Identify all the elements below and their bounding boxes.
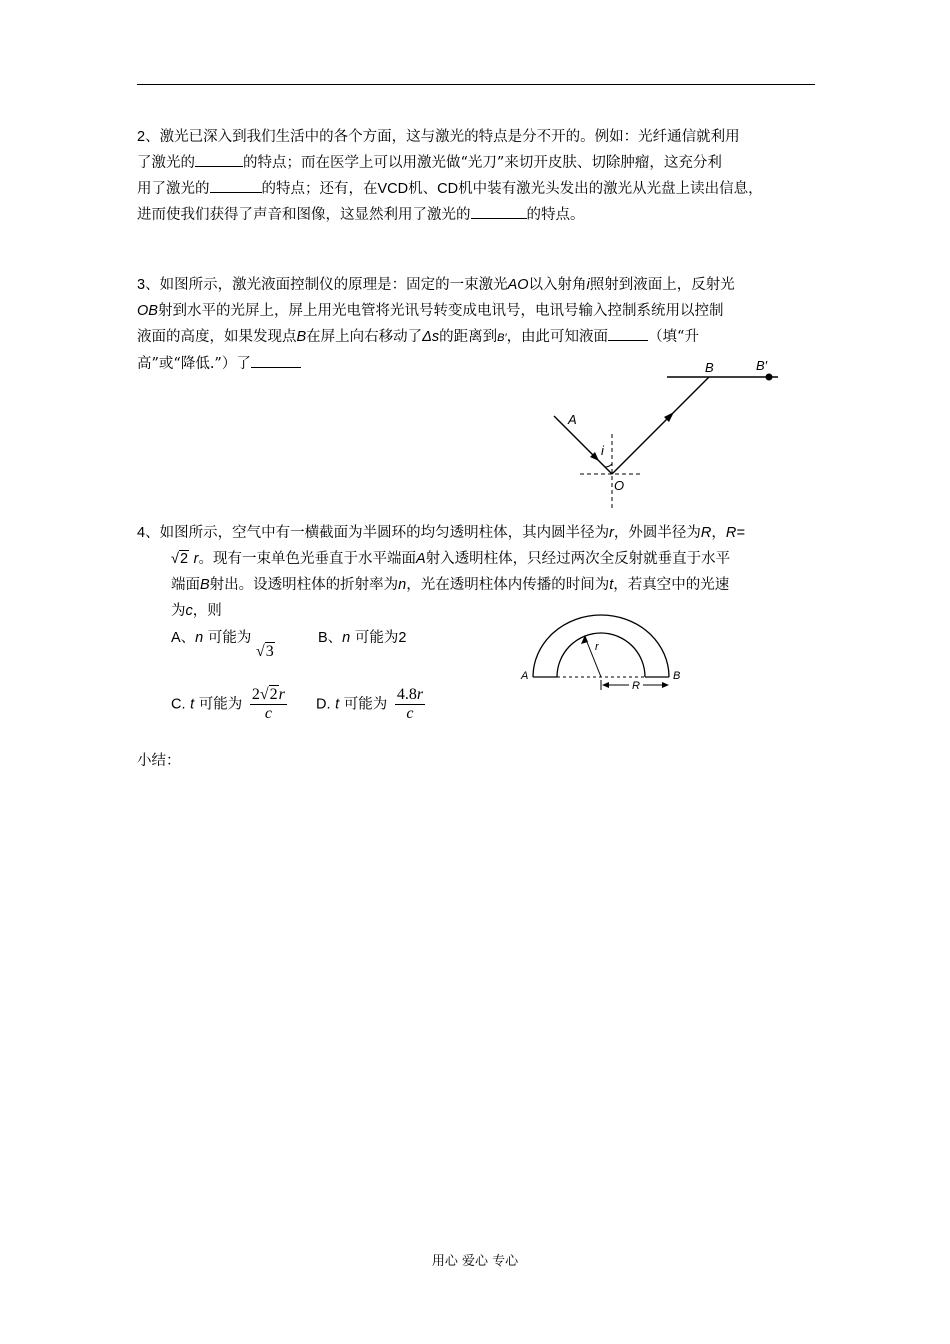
label-i: i — [601, 443, 604, 458]
dimension-arrow-right — [662, 682, 669, 688]
label-b-prime: B′ — [756, 358, 768, 373]
inner-semicircle — [557, 633, 645, 677]
q2-line-4: 进而使我们获得了声音和图像，这显然利用了激光的 的特点。 — [137, 202, 817, 228]
reflected-ray-ob — [612, 377, 709, 474]
question-4 — [137, 520, 817, 624]
fraction-c: $\frac{2√2r}{c}$ — [251, 686, 285, 722]
dimension-arrow-left — [602, 682, 609, 688]
fraction-d: $\frac{4.8r}{c}$ — [396, 686, 424, 722]
outer-semicircle — [533, 615, 669, 677]
answer-blank-3[interactable] — [471, 203, 527, 219]
half-ring-diagram — [515, 610, 695, 700]
q2-line-1: 2、激光已深入到我们生活中的各个方面，这与激光的特点是分不开的。例如：光纤通信就利用 — [137, 129, 740, 145]
option-d[interactable]: D. t 可能为 $\frac{4.8r}{c}$ — [316, 686, 424, 722]
q4-line-2: √2 r。现有一束单色光垂直于水平端面A射入透明柱体，只经过两次全反射就垂直于水平 — [137, 546, 817, 572]
sqrt-3: √3 — [255, 643, 274, 660]
answer-blank-1[interactable] — [195, 151, 243, 167]
label-b: B — [673, 670, 681, 682]
sqrt-2: √2 — [171, 551, 189, 567]
label-r: r — [595, 641, 599, 653]
q2-line-3: 用了激光的 的特点；还有，在VCD机、CD机中装有激光头发出的激光从光盘上读出信息， — [137, 176, 817, 202]
answer-blank-4[interactable] — [608, 325, 648, 341]
q3-line-2: OB射到水平的光屏上，屏上用光电管将光讯号转变成电讯号，电讯号输入控制系统用以控制 — [137, 303, 724, 319]
point-b-prime-dot — [766, 374, 773, 381]
answer-blank-5[interactable] — [251, 352, 301, 368]
q4-line-3: 端面B射出。设透明柱体的折射率为n，光在透明柱体内传播的时间为t，若真空中的光速 — [171, 577, 730, 593]
label-b: B — [705, 360, 714, 375]
q3-line-3: 液面的高度，如果发现点B在屏上向右移动了Δs的距离到B′，由此可知液面 （填“升 — [137, 324, 817, 351]
label-o: O — [614, 478, 625, 493]
label-a: A — [521, 670, 529, 682]
answer-blank-2[interactable] — [210, 177, 262, 193]
q2-line-2: 了激光的 的特点；而在医学上可以用激光做“光刀”来切开皮肤、切除肿瘤，这充分利 — [137, 150, 817, 176]
q4-line-4: 为c，则 — [171, 603, 222, 619]
label-big-r: R — [632, 680, 640, 692]
option-a[interactable]: A、n 可能为 √3 — [171, 630, 274, 660]
angle-arc — [605, 464, 612, 467]
header-rule — [137, 84, 815, 85]
label-a: A — [568, 412, 577, 427]
page-footer: 用心 爱心 专心 — [431, 1254, 519, 1269]
q3-line-1: 3、如图所示，激光液面控制仪的原理是：固定的一束激光AO以入射角i照射到液面上，反射光 — [137, 277, 735, 293]
question-2 — [137, 124, 817, 228]
laser-level-diagram — [540, 352, 800, 512]
option-c[interactable]: C. t 可能为 $\frac{2√2r}{c}$ — [171, 686, 285, 722]
option-b[interactable]: B、n 可能为2 — [318, 630, 407, 646]
summary-label: 小结： — [137, 753, 181, 769]
q4-line-1: 4、如图所示，空气中有一横截面为半圆环的均匀透明柱体，其内圆半径为r，外圆半径为R，R= — [137, 525, 745, 541]
q3-line-4: 高”或“降低.”）了 — [137, 351, 817, 377]
